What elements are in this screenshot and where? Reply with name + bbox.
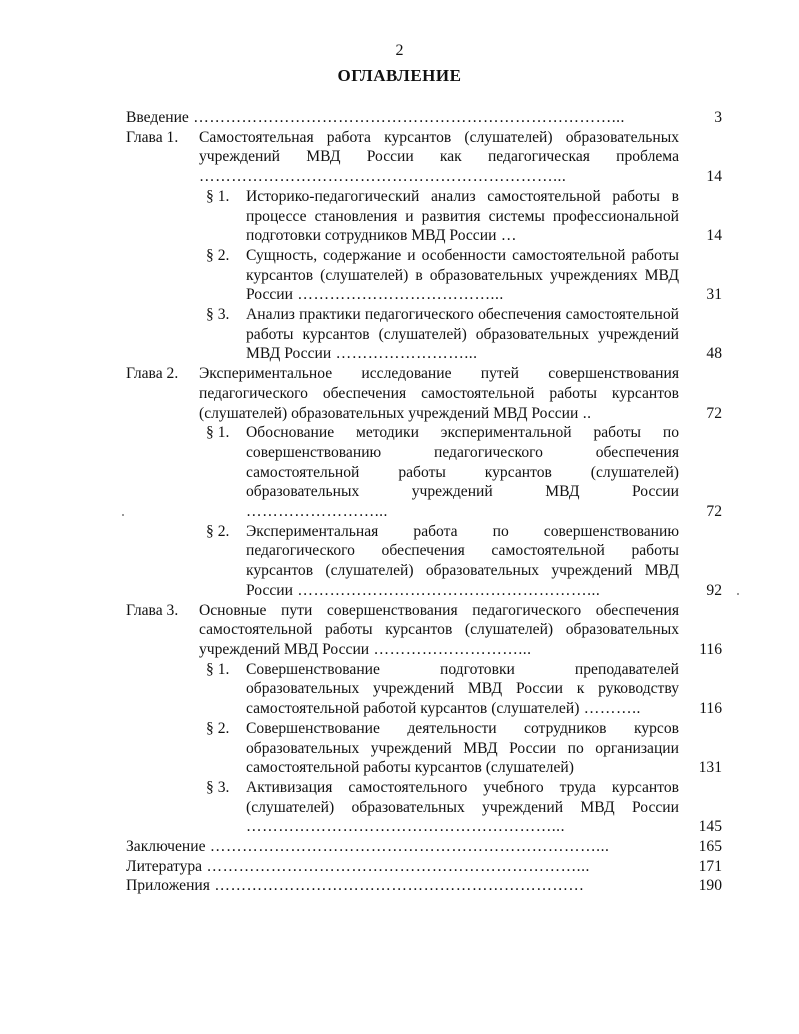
section-label: § 3. xyxy=(206,306,230,324)
toc-entry xyxy=(126,305,722,364)
entry-page-number: 171 xyxy=(698,857,722,875)
toc-entry xyxy=(126,837,722,857)
entry-title: Самостоятельная работа курсантов (слушателей) образовательных учреждений МВД России как педагогическая проблема xyxy=(199,128,679,166)
toc-entry xyxy=(126,522,722,601)
toc-entry xyxy=(126,719,722,778)
dot-leader: ……………………………………………………………... xyxy=(202,857,590,875)
chapter-label: Глава 2. xyxy=(126,365,179,383)
dot-leader: …………………………………………………………… xyxy=(209,877,585,895)
dot-leader: … xyxy=(496,227,517,245)
entry-title-block xyxy=(199,364,679,423)
toc-entry xyxy=(126,364,722,423)
section-label: § 2. xyxy=(206,522,230,540)
section-label: § 1. xyxy=(206,660,230,678)
entry-title-block xyxy=(246,660,679,719)
section-label: § 3. xyxy=(206,778,230,796)
section-label: § 2. xyxy=(206,719,230,737)
dot-leader: ………………………………………………... xyxy=(293,581,601,599)
entry-page-number: 31 xyxy=(706,286,722,304)
entry-title-block xyxy=(126,108,679,128)
entry-title: Совершенствование подготовки преподавателей образовательных учреждений МВД России к руководству самостоятельной работой курсантов (слушателей) xyxy=(246,660,679,718)
toc-entry xyxy=(126,187,722,246)
entry-title: Экспериментальная работа по совершенствованию педагогического обеспечения самостоятельной работы курсантов (слушателей) образовательных учреждений МВД России xyxy=(246,522,679,599)
toc-entry xyxy=(126,601,722,660)
entry-page-number: 116 xyxy=(699,640,722,658)
entry-page-number: 165 xyxy=(698,838,722,856)
toc-entry xyxy=(126,108,722,128)
entry-title: Активизация самостоятельного учебного труда курсантов (слушателей) образовательных учреждений МВД России xyxy=(246,778,679,816)
entry-title-block xyxy=(199,128,679,187)
entry-title-block xyxy=(246,778,679,837)
dot-leader: …………………………………………………………... xyxy=(199,168,567,186)
entry-page-number: 116 xyxy=(699,700,722,718)
entry-page-number: 14 xyxy=(706,168,722,186)
entry-title: Приложения xyxy=(126,877,210,895)
entry-page-number: 145 xyxy=(698,818,722,836)
entry-title-block xyxy=(246,522,679,601)
entry-title: Литература xyxy=(126,857,203,875)
entry-title-block xyxy=(246,305,679,364)
entry-page-number: 92 xyxy=(706,581,722,599)
toc-entry xyxy=(126,778,722,837)
entry-title: Совершенствование деятельности сотрудников курсов образовательных учреждений МВД России по организации самостоятельной работы курсантов (слушателей) xyxy=(246,719,679,777)
dot-leader: …………………………………………………... xyxy=(246,818,565,836)
section-label: § 1. xyxy=(206,424,230,442)
entry-title: Заключение xyxy=(126,838,206,856)
section-label: § 1. xyxy=(206,187,230,205)
toc-entry xyxy=(126,857,722,877)
page-number: 2 xyxy=(395,42,404,59)
scan-speck xyxy=(122,514,124,516)
toc-entry xyxy=(126,876,722,896)
dot-leader: ………………………... xyxy=(369,640,532,658)
entry-page-number: 3 xyxy=(714,109,722,126)
chapter-label: Глава 3. xyxy=(126,601,179,619)
dot-leader: ……………………………………………………………………... xyxy=(188,109,625,126)
toc-entry xyxy=(126,246,722,305)
section-label: § 2. xyxy=(206,246,230,264)
entry-title: Экспериментальное исследование путей совершенствования педагогического обеспечения самостоятельной работы курсантов (слушателей) образовательных учреждений МВД России xyxy=(199,365,679,422)
entry-title-block xyxy=(246,423,679,522)
dot-leader: ……………………... xyxy=(246,503,388,521)
table-of-contents xyxy=(126,108,722,896)
scan-speck xyxy=(737,593,739,595)
entry-page-number: 72 xyxy=(706,404,722,422)
dot-leader: ……………………... xyxy=(331,345,478,363)
entry-page-number: 131 xyxy=(698,759,722,777)
dot-leader: ………………………………………………………………... xyxy=(205,838,610,856)
toc-title: ОГЛАВЛЕНИЕ xyxy=(337,66,462,85)
entry-title: Сущность, содержание и особенности самостоятельной работы курсантов (слушателей) в образовательных учреждениях МВД России xyxy=(246,246,679,304)
entry-page-number: 72 xyxy=(706,503,722,521)
dot-leader: ……….. xyxy=(579,700,641,718)
entry-page-number: 48 xyxy=(706,345,722,363)
entry-title-block xyxy=(126,876,679,896)
entry-title-block xyxy=(246,187,679,246)
entry-title: Обоснование методики экспериментальной работы по совершенствованию педагогического обеспечения самостоятельной работы курсантов (слушателей) образовательных учреждений МВД России xyxy=(246,424,679,501)
dot-leader: .. xyxy=(578,404,592,422)
chapter-label: Глава 1. xyxy=(126,128,179,146)
entry-title: Анализ практики педагогического обеспечения самостоятельной работы курсантов (слушателей) образовательных учреждений МВД России xyxy=(246,306,679,363)
entry-title: Основные пути совершенствования педагогического обеспечения самостоятельной работы курсантов (слушателей) образовательных учреждений МВД России xyxy=(199,601,679,658)
entry-page-number: 14 xyxy=(706,227,722,245)
entry-title: Введение xyxy=(126,109,189,126)
entry-title-block xyxy=(246,246,679,305)
entry-title-block xyxy=(246,719,679,778)
entry-title-block xyxy=(199,601,679,660)
toc-entry xyxy=(126,423,722,522)
entry-title-block xyxy=(126,837,679,857)
entry-page-number: 190 xyxy=(698,877,722,895)
entry-title-block xyxy=(126,857,679,877)
toc-entry xyxy=(126,128,722,187)
toc-entry xyxy=(126,660,722,719)
dot-leader: ………………………………... xyxy=(293,286,504,304)
entry-title: Историко-педагогический анализ самостоятельной работы в процессе становления и развития системы профессиональной подготовки сотрудников МВД России xyxy=(246,187,679,245)
